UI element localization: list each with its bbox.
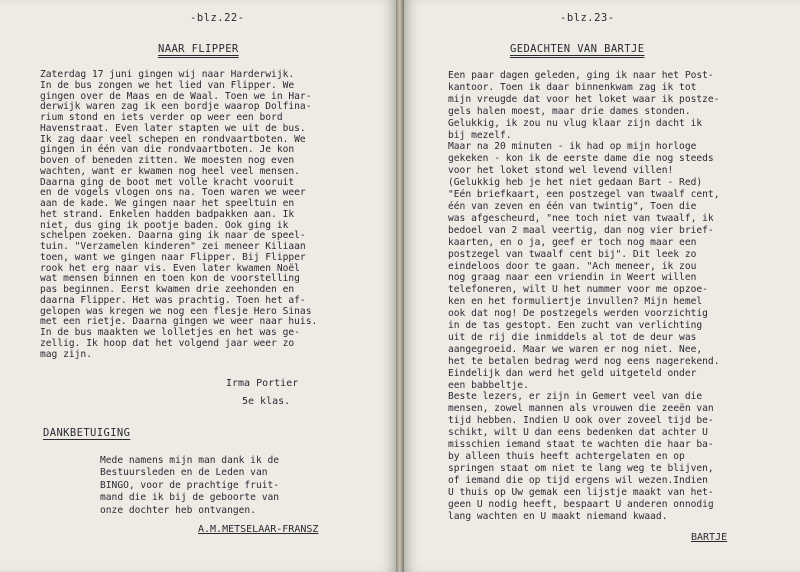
text-line: telefoneren, wilt U het nummer voor me opzoe- (448, 284, 708, 296)
text-line: U thuis op Uw gemak een lijstje maakt van het- (448, 486, 714, 498)
text-line: ken en het formuliertje invullen? Mijn hemel (448, 296, 703, 308)
text-line: Zaterdag 17 juni gingen wij naar Harderwijk. (40, 69, 295, 80)
section-signature: A.M.METSELAAR-FRANSZ (198, 524, 319, 535)
text-line: toen, want we gingen naar Flipper. Bij Flipper (40, 251, 306, 263)
text-line: pas beginnen. Eerst kwamen drie zeehonden en (40, 284, 295, 295)
text-line: schelpen zoeken. Daarna ging ik naar de speel- (40, 230, 306, 242)
section-title: DANKBETUIGING (43, 427, 131, 439)
text-line: by alleen thuis heeft achtergelaten en op (448, 451, 685, 462)
text-line: niet, dus ging ik pootje baden. Ook ging ik (40, 219, 289, 231)
text-line: eindeloos door te gaan. "Ach meneer, ik zou (448, 260, 697, 272)
text-line: mijn vreugde dat voor het loket waar ik postze- (448, 93, 720, 105)
text-line: één van zeven en één van twintig", Toen die (448, 200, 697, 212)
text-line: gingen over de Maas en de Waal. Toen we in Har- (40, 90, 312, 102)
text-line: misschien iemand staat te wachten die haar ba- (448, 439, 714, 451)
text-line: springen staat om niet te lang weg te blijven, (448, 462, 714, 474)
page-number: -blz.23- (560, 12, 615, 24)
text-line: onze dochter heb ontvangen. (100, 504, 256, 516)
text-line: derwijk waren zag ik een bordje waarop Dolfina- (40, 101, 312, 113)
text-line: kantoor. Toen ik daar binnenkwam zag ik tot (448, 81, 697, 93)
text-line: Beste lezers, er zijn in Gemert veel van die (448, 391, 703, 403)
text-line: het te betalen bedrag werd nog eens nagerekend. (448, 355, 720, 367)
text-line: gelopen was kregen we nog een flesje Hero Sinas (40, 305, 312, 317)
text-line: gingen in één van die rondvaartboten. Je kon (40, 144, 295, 156)
text-line: Een paar dagen geleden, ging ik naar het Post- (448, 70, 714, 81)
text-line: bedoel van 2 maal veertig, dan nog vier brief- (448, 224, 714, 236)
author-class: 5e klas. (242, 396, 291, 407)
text-line: was afgescheurd, "nee toch niet van twaalf, ik (448, 212, 714, 224)
article-body (40, 70, 317, 360)
text-line: zellig. Ik hoop dat het volgend jaar weer zo (40, 337, 295, 349)
text-line: tijd hebben. Indien U ook over zoveel tijd be- (448, 415, 714, 427)
text-line: In de bus maakten we lolletjes en het was ge- (40, 327, 300, 338)
text-line: In de bus zongen we het lied van Flipper. We (40, 79, 295, 91)
text-line: tuin. "Verzamelen kinderen" zei meneer Kiliaan (40, 241, 306, 252)
article-title: NAAR FLIPPER (158, 43, 239, 55)
left-page (0, 0, 396, 572)
text-line: Bestuursleden en de Leden van (100, 467, 268, 479)
text-line: ook dat nog! De postzegels werden voorzichtig (448, 308, 708, 320)
text-line: postzegel van twaalf cent bij". Dit leek zo (448, 248, 697, 260)
text-line: voor het loket stond wel levend villen! (448, 165, 674, 177)
text-line: BINGO, voor de prachtige fruit- (100, 479, 280, 491)
text-line: een babbeltje. (448, 379, 529, 391)
text-line: Mede namens mijn man dank ik de (100, 455, 280, 466)
text-line: Daarna ging de boot met volle kracht vooruit (40, 176, 295, 188)
text-line: wat mensen binnen en toen kon de voorstelling (40, 273, 300, 285)
text-line: kaarten, en o ja, geef er toch nog maar een (448, 236, 697, 248)
text-line: mand die ik bij de geboorte van (100, 492, 280, 504)
section-body (100, 455, 279, 517)
text-line: Eindelijk dan werd het geld uitgeteld onder (448, 367, 697, 379)
text-line: daarna Flipper. Het was prachtig. Toen het af- (40, 294, 306, 306)
text-line: in de tas gestopt. Een zucht van verlichting (448, 320, 703, 332)
text-line: mensen, zowel mannen als vrouwen die zeeën van (448, 403, 714, 415)
text-line: rium stond en iets verder op weer een bord (40, 112, 283, 123)
text-line: schikt, wilt U dan eens bedenken dat achter U (448, 427, 708, 439)
text-line: "Eén briefkaart, een postzegel van twaalf cent, (448, 189, 720, 201)
text-line: lang wachten en U maakt niemand kwaad. (448, 510, 668, 522)
text-line: wachten, want er kwamen nog heel veel mensen. (40, 165, 300, 177)
text-line: boven of beneden zitten. We moesten nog even (40, 155, 295, 166)
text-line: aan de kade. We gingen naar het speeltuin en (40, 198, 295, 209)
text-line: gekeken - kon ik de eerste dame die nog steeds (448, 153, 714, 165)
article-title: GEDACHTEN VAN BARTJE (510, 43, 645, 55)
text-line: gels halen moest, maar drie dames stonden. (448, 105, 691, 117)
book-gutter (396, 0, 404, 572)
text-line: Ik zag daar veel schepen en rondvaartboten. We (40, 133, 306, 145)
text-line: en de vogels vlogen ons na. Toen waren we weer (40, 187, 306, 199)
text-line: Maar na 20 minuten - ik had op mijn horloge (448, 141, 697, 153)
text-line: bij mezelf. (448, 129, 512, 141)
author-name: Irma Portier (226, 378, 299, 389)
text-line: Havenstraat. Even later stapten we uit de bus. (40, 122, 306, 134)
text-line: het strand. Enkelen hadden badpakken aan. Ik (40, 208, 295, 220)
text-line: of iemand die op tijd ergens wil wezen.Indien (448, 474, 708, 486)
text-line: aangegroeid. Maar we waren er nog niet. Nee, (448, 343, 703, 355)
page-number: -blz.22- (190, 12, 245, 24)
article-signature: BARTJE (691, 532, 728, 543)
article-body (448, 70, 719, 522)
text-line: uit de rij die inmiddels al tot de deur was (448, 331, 697, 343)
text-line: mag zijn. (40, 348, 92, 360)
text-line: geen U nodig heeft, bespaart U anderen onnodig (448, 498, 714, 510)
text-line: (Gelukkig heb je het niet gedaan Bart - Red) (448, 177, 703, 189)
text-line: nog graag naar een vriendin in Weert willen (448, 272, 697, 284)
text-line: Gelukkig, ik zou nu vlug klaar zijn dacht ik (448, 117, 703, 129)
text-line: met een rietje. Daarna gingen we weer naar huis. (40, 316, 318, 328)
right-page (404, 0, 800, 572)
text-line: rook het erg naar vis. Even later kwamen Noël (40, 262, 300, 274)
